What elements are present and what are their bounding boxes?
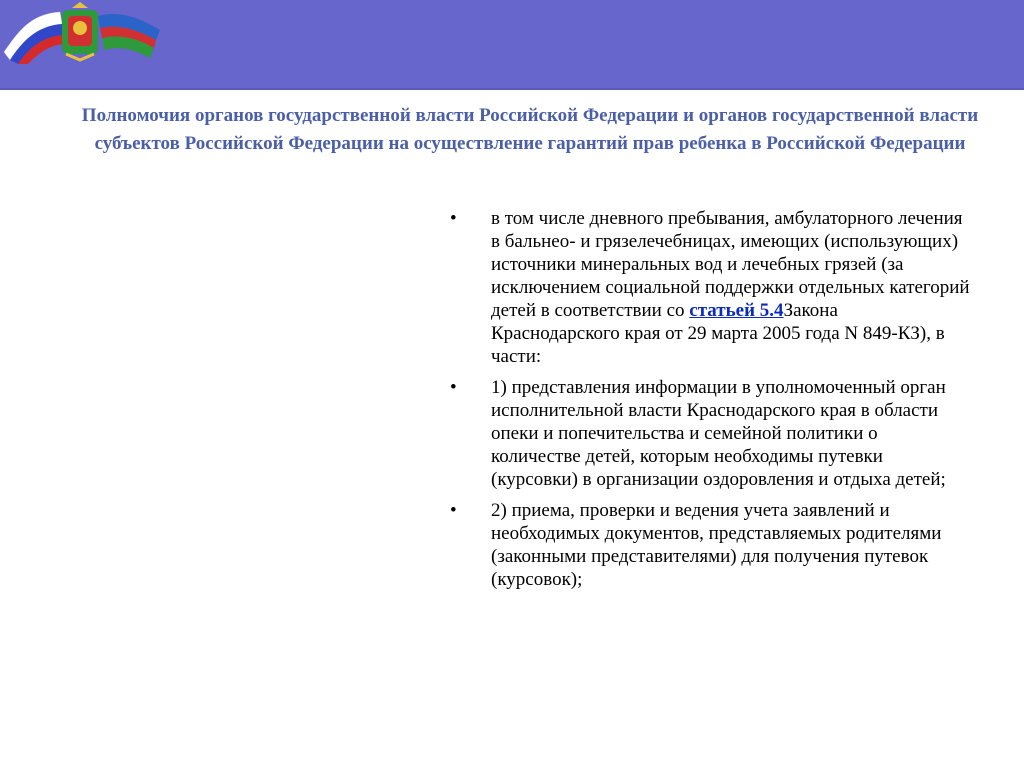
krasnodar-flag-icon — [98, 14, 160, 58]
header-band — [0, 0, 1024, 90]
article-5-4-link[interactable]: статьей 5.4 — [689, 300, 784, 321]
bullet-marker: • — [450, 500, 457, 521]
list-item — [450, 499, 970, 591]
list-item — [450, 207, 970, 368]
item-text-after-link: Закона Краснодарского края от 29 марта 2005 года N 849-КЗ), в части: — [491, 300, 945, 367]
list-item — [450, 376, 970, 491]
flags-emblem-logo — [0, 2, 170, 64]
item-text-before-link: в том числе дневного пребывания, амбулаторного лечения в бальнео- и грязелечебницах, имеющих (использующих) источники минеральных вод и лечебных грязей (за исключением социальной поддержки отдельных категорий детей в соответствии со — [491, 208, 970, 321]
slide-title: Полномочия органов государственной власти Российской Федерации и органов государственной власти субъектов Российской Федерации на осуществление гарантий прав ребенка в Российской Федерации — [81, 105, 979, 154]
bullet-marker: • — [450, 377, 457, 398]
coat-of-arms-icon — [62, 2, 98, 60]
bullet-marker: • — [450, 208, 457, 229]
bullet-list — [450, 207, 970, 599]
item-text: 2) приема, проверки и ведения учета заявлений и необходимых документов, представляемых родителями (законными представителями) для получения путевок (курсовок); — [491, 500, 942, 590]
item-text: 1) представления информации в уполномоченный орган исполнительной власти Краснодарского края в области опеки и попечительства и семейной политики о количестве детей, которым необходимы путевки (курсовки) в организации оздоровления и отдыха детей; — [491, 377, 946, 490]
russian-flag-icon — [4, 12, 63, 64]
item-text — [491, 208, 970, 367]
